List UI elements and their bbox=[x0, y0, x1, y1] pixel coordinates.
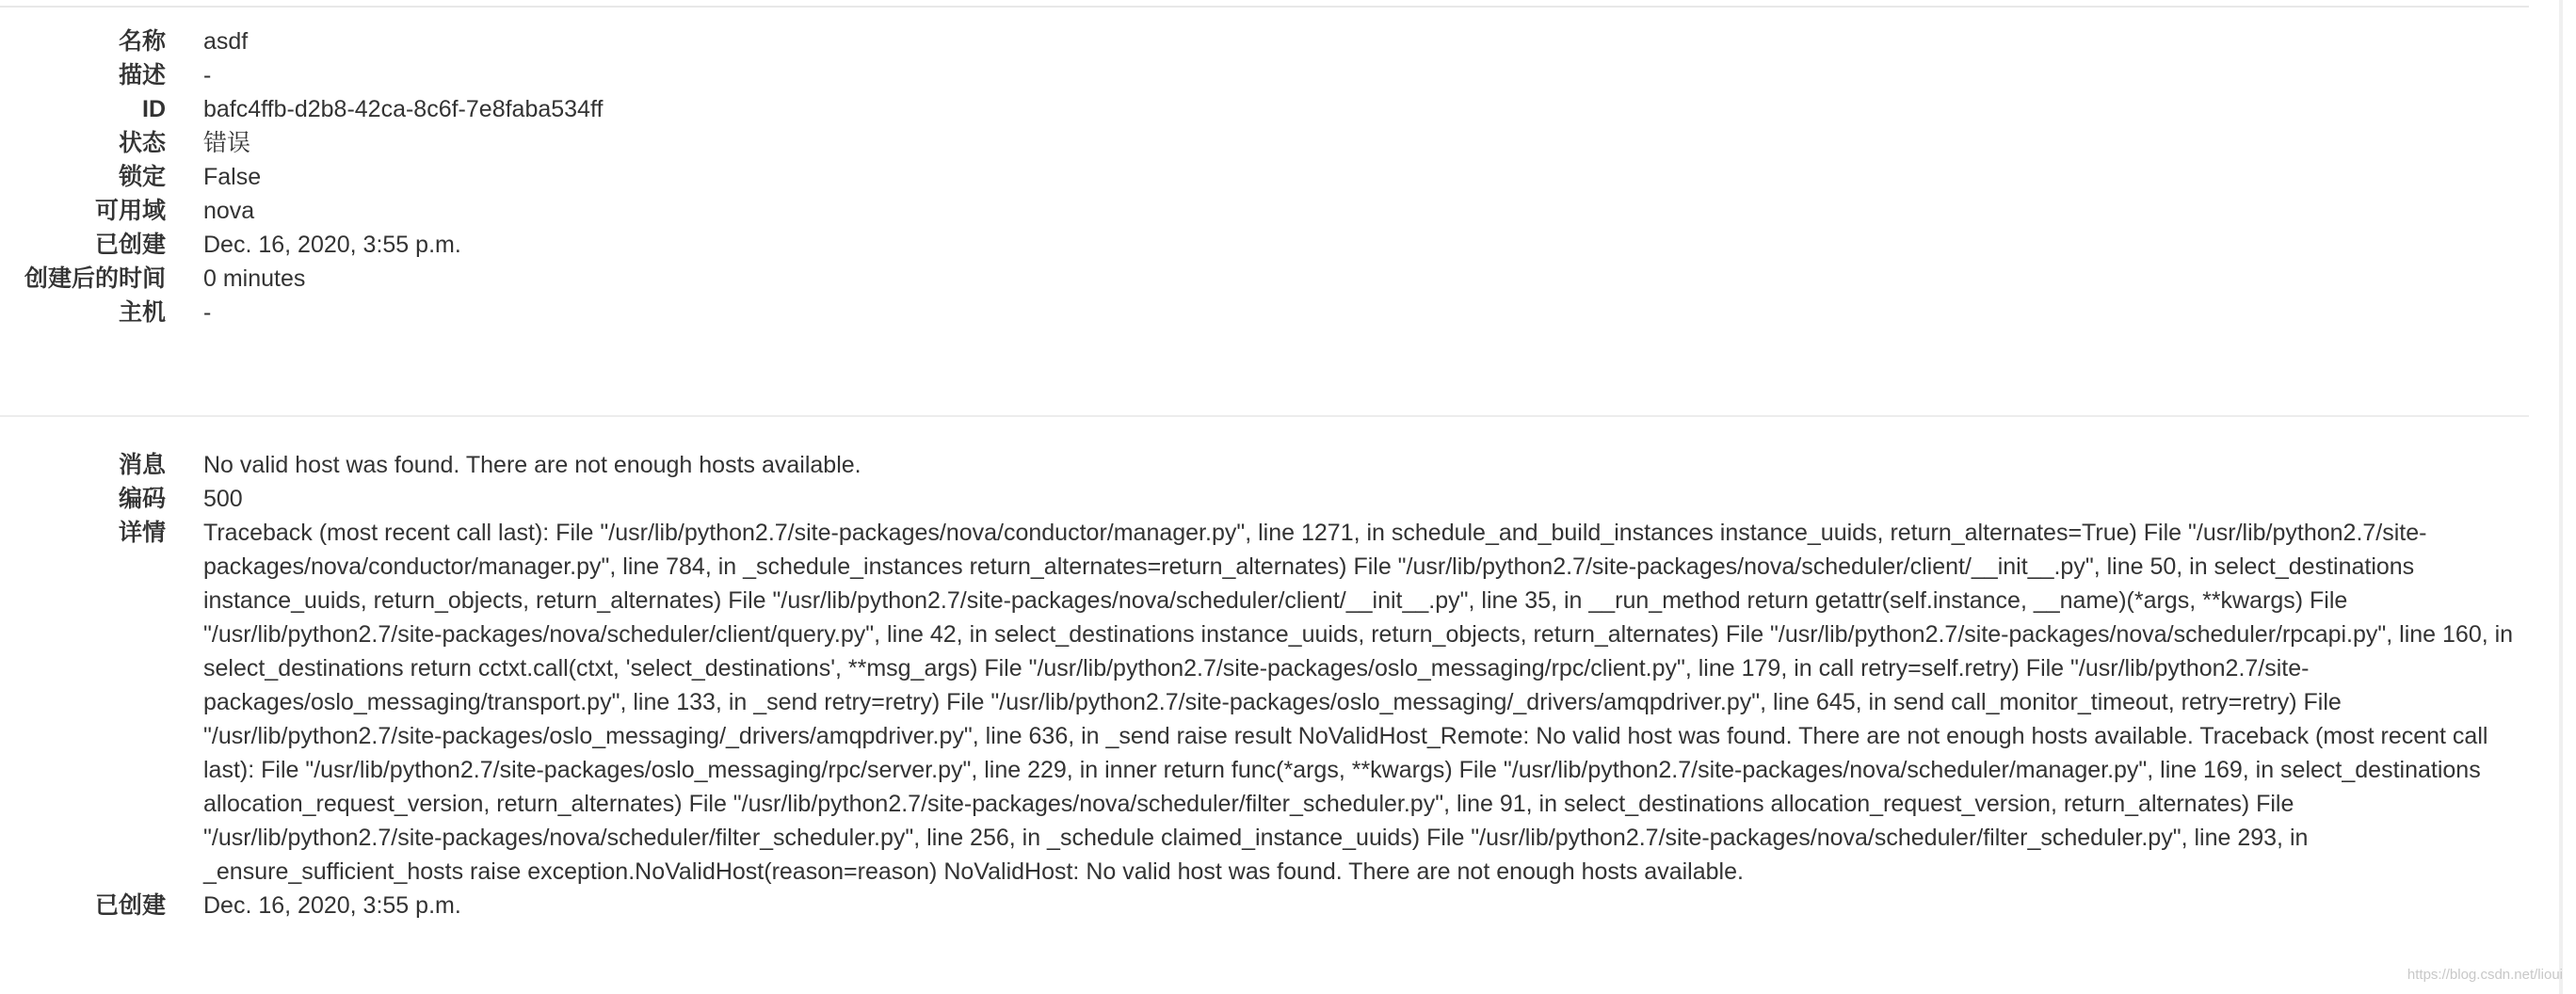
age-label: 创建后的时间 bbox=[24, 265, 166, 292]
name-row bbox=[0, 24, 2542, 58]
status-label: 状态 bbox=[118, 130, 166, 156]
host-value: - bbox=[203, 299, 212, 326]
fault-code-row bbox=[0, 482, 2542, 516]
availability-zone-label: 可用域 bbox=[94, 198, 166, 224]
created-row bbox=[0, 228, 2542, 262]
fault-code-value: 500 bbox=[203, 486, 243, 512]
description-label: 描述 bbox=[118, 62, 166, 88]
fault-details-label: 详情 bbox=[118, 520, 166, 546]
fault-created-row bbox=[0, 889, 2542, 922]
availability-zone-row bbox=[0, 194, 2542, 228]
fault-message-row bbox=[0, 448, 2542, 482]
fault-code-label: 编码 bbox=[118, 486, 166, 512]
locked-label: 锁定 bbox=[118, 164, 166, 190]
top-divider bbox=[0, 6, 2529, 8]
fault-message-label: 消息 bbox=[118, 452, 166, 478]
instance-overview bbox=[0, 24, 2542, 329]
availability-zone-value: nova bbox=[203, 198, 255, 224]
id-label: ID bbox=[142, 96, 166, 122]
id-value: bafc4ffb-d2b8-42ca-8c6f-7e8faba534ff bbox=[203, 96, 604, 122]
description-value: - bbox=[203, 62, 212, 88]
age-row bbox=[0, 262, 2542, 296]
created-label: 已创建 bbox=[94, 232, 166, 258]
id-row bbox=[0, 92, 2542, 126]
status-row bbox=[0, 126, 2542, 160]
name-value: asdf bbox=[203, 28, 249, 55]
age-value: 0 minutes bbox=[203, 265, 306, 292]
locked-value: False bbox=[203, 164, 262, 190]
fault-traceback: Traceback (most recent call last): File "/usr/lib/python2.7/site-packages/nova/conductor/manager.py", line 1271, in schedule_and_build_instances instance_uuids, return_alternates=True) File "/usr/lib/python2.7/site-packages/nova/conductor/manager.py", line 784, in _schedule_instances return_alternates=return_alternates) File "/usr/lib/python2.7/site-packages/nova/scheduler/client/__init__.py", line 50, in select_destinations instance_uuids, return_objects, return_alternates) File "/usr/lib/python2.7/site-packages/nova/scheduler/client/__init__.py", line 35, in __run_method return getattr(self.instance, __name)(*args, **kwargs) File "/usr/lib/python2.7/site-packages/nova/scheduler/client/query.py", line 42, in select_destinations instance_uuids, return_objects, return_alternates) File "/usr/lib/python2.7/site-packages/nova/scheduler/rpcapi.py", line 160, in select_destinations return cctxt.call(ctxt, 'select_destinations', **msg_args) File "/usr/lib/python2.7/site-packages/oslo_messaging/rpc/client.py", line 179, in call retry=self.retry) File "/usr/lib/python2.7/site-packages/oslo_messaging/transport.py", line 133, in _send retry=retry) File "/usr/lib/python2.7/site-packages/oslo_messaging/_drivers/amqpdriver.py", line 645, in send call_monitor_timeout, retry=retry) File "/usr/lib/python2.7/site-packages/oslo_messaging/_drivers/amqpdriver.py", line 636, in _send raise result NoValidHost_Remote: No valid host was found. There are not enough hosts available. Traceback (most recent call last): File "/usr/lib/python2.7/site-packages/oslo_messaging/rpc/server.py", line 229, in inner return func(*args, **kwargs) File "/usr/lib/python2.7/site-packages/nova/scheduler/manager.py", line 169, in select_destinations allocation_request_version, return_alternates) File "/usr/lib/python2.7/site-packages/nova/scheduler/filter_scheduler.py", line 91, in select_destinations allocation_request_version, return_alternates) File "/usr/lib/python2.7/site-packages/nova/scheduler/filter_scheduler.py", line 256, in _schedule claimed_instance_uuids) File "/usr/lib/python2.7/site-packages/nova/scheduler/filter_scheduler.py", line 293, in _ensure_sufficient_hosts raise exception.NoValidHost(reason=reason) NoValidHost: No valid host was found. There are not enough hosts available. bbox=[203, 520, 2514, 885]
section-divider bbox=[0, 415, 2529, 417]
fault-created-value: Dec. 16, 2020, 3:55 p.m. bbox=[203, 892, 461, 919]
created-value: Dec. 16, 2020, 3:55 p.m. bbox=[203, 232, 461, 258]
scrollbar-track[interactable] bbox=[2559, 0, 2563, 994]
host-label: 主机 bbox=[118, 299, 166, 326]
locked-row bbox=[0, 160, 2542, 194]
status-value: 错误 bbox=[203, 130, 251, 156]
name-label: 名称 bbox=[118, 28, 166, 55]
fault-details bbox=[0, 448, 2542, 922]
fault-details-row bbox=[0, 516, 2542, 889]
host-row bbox=[0, 296, 2542, 329]
fault-message-value: No valid host was found. There are not enough hosts available. bbox=[203, 452, 861, 478]
description-row bbox=[0, 58, 2542, 92]
fault-created-label: 已创建 bbox=[94, 892, 166, 919]
watermark: https://blog.csdn.net/lioui bbox=[2407, 967, 2563, 983]
